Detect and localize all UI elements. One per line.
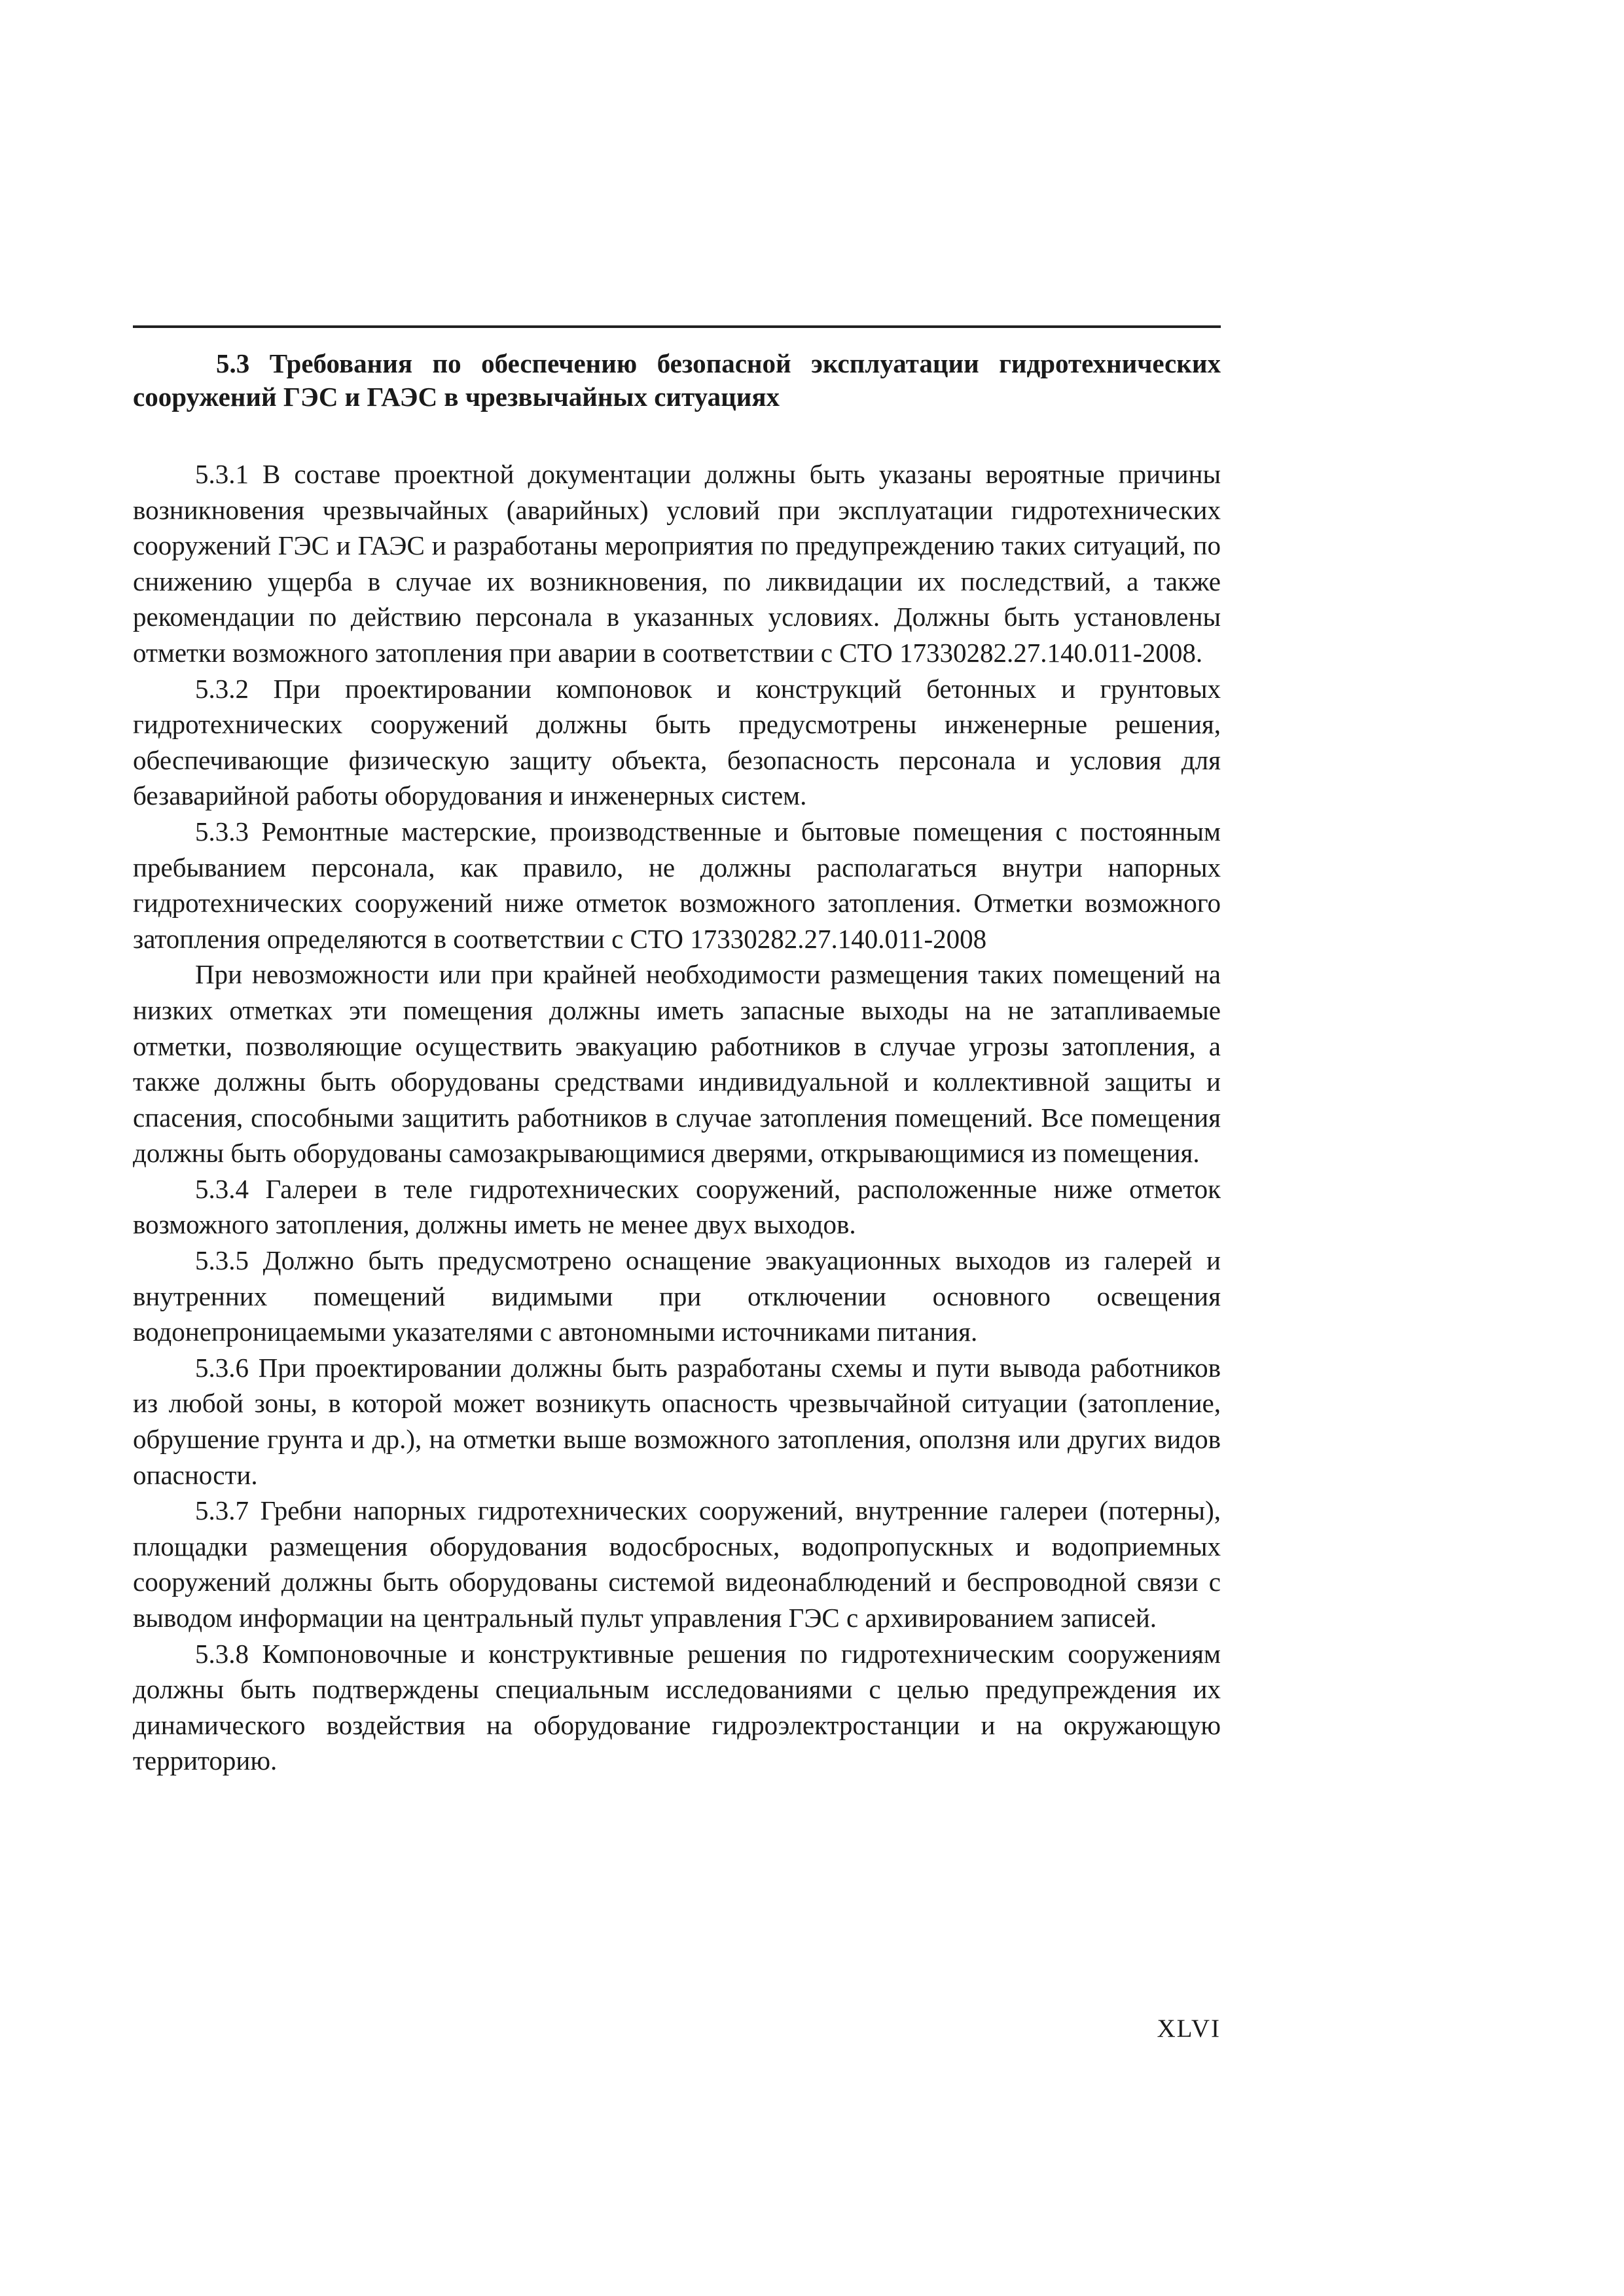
paragraph-5-3-4: 5.3.4 Галереи в теле гидротехнических сооружений, расположенные ниже отметок возможного затопления, должны иметь не менее двух выходов. [133,1173,1221,1240]
paragraph-5-3-8: 5.3.8 Компоновочные и конструктивные решения по гидротехническим сооружениям должны быть подтверждены специальным исследованиями с целью предупреждения их динамического воздействия на оборудование гидроэлектростанции и на окружающую территорию. [133,1638,1221,1776]
paragraph-5-3-6: 5.3.6 При проектировании должны быть разработаны схемы и пути вывода работников из любой зоны, в которой может возникуть опасность чрезвычайной ситуации (затопление, обрушение грунта и др.), на отметки выше возможного затопления, оползня или других видов опасности. [133,1352,1221,1490]
paragraph-5-3-7: 5.3.7 Гребни напорных гидротехнических сооружений, внутренние галереи (потерны), площадки размещения оборудования водосбросных, водопропускных и водоприемных сооружений должны быть оборудованы системой видеонаблюдений и беспроводной связи с выводом информации на центральный пульт управления ГЭС с архивированием записей. [133,1495,1221,1633]
header-rule [133,325,1221,328]
section-body [133,456,1221,1779]
paragraph-5-3-2: 5.3.2 При проектировании компоновок и конструкций бетонных и грунтовых гидротехнических сооружений должны быть предусмотрены инженерные решения, обеспечивающие физическую защиту объекта, безопасность персонала и условия для безаварийной работы оборудования и инженерных систем. [133,673,1221,811]
paragraph-5-3-3: 5.3.3 Ремонтные мастерские, производственные и бытовые помещения с постоянным пребыванием персонала, как правило, не должны располагаться внутри напорных гидротехнических сооружений ниже отметок возможного затопления. Отметки возможного затопления определяются в соответствии с СТО 17330282.27.140.011-2008 [133,816,1221,954]
paragraph-5-3-5: 5.3.5 Должно быть предусмотрено оснащение эвакуационных выходов из галерей и внутренних помещений видимыми при отключении основного освещения водонепроницаемыми указателями с автономными источниками питания. [133,1245,1221,1347]
page-number: XLVI [1157,2014,1221,2043]
section-heading: 5.3 Требования по обеспечению безопасной эксплуатации гидротехнических сооружений ГЭС и ГАЭС в чрезвычайных ситуациях [133,348,1221,412]
paragraph-5-3-3-continued: При невозможности или при крайней необходимости размещения таких помещений на низких отметках эти помещения должны иметь запасные выходы на не затапливаемые отметки, позволяющие осуществить эвакуацию работников в случае угрозы затопления, а также должны быть оборудованы средствами индивидуальной и коллективной защиты и спасения, способными защитить работников в случае затопления помещений. Все помещения должны быть оборудованы самозакрывающимися дверями, открывающимися из помещения. [133,959,1221,1169]
paragraph-5-3-1: 5.3.1 В составе проектной документации должны быть указаны вероятные причины возникновения чрезвычайных (аварийных) условий при эксплуатации гидротехнических сооружений ГЭС и ГАЭС и разработаны мероприятия по предупреждению таких ситуаций, по снижению ущерба в случае их возникновения, по ликвидации их последствий, а также рекомендации по действию персонала в указанных условиях. Должны быть установлены отметки возможного затопления при аварии в соответствии с СТО 17330282.27.140.011-2008. [133,459,1221,668]
